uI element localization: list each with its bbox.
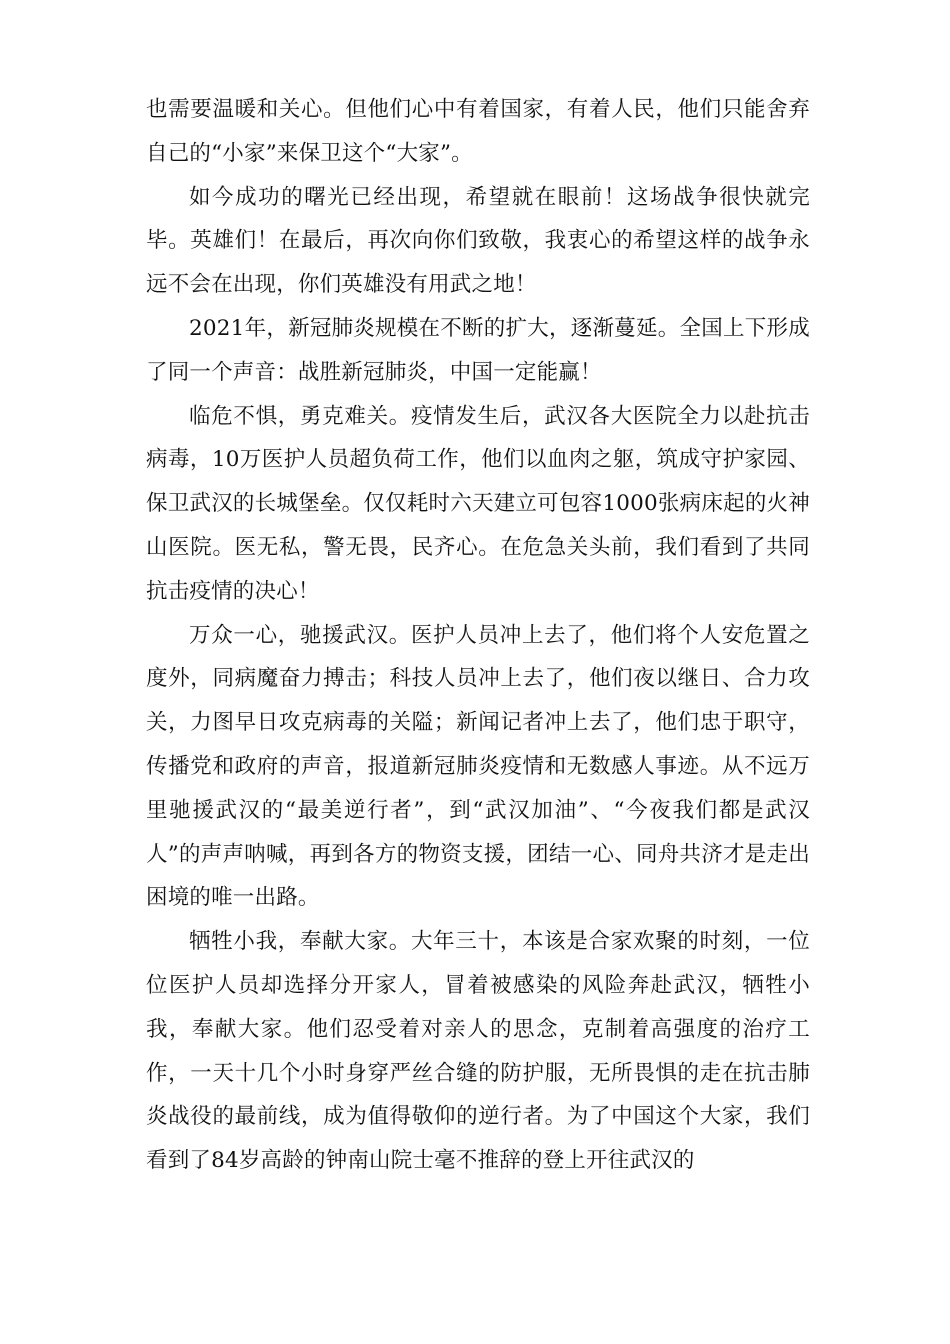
paragraph-6: 牺牲小我，奉献大家。大年三十，本该是合家欢聚的时刻，一位位医护人员却选择分开家人，冒着被感染的风险奔赴武汉，牺牲小我，奉献大家。他们忍受着对亲人的思念，克制着高强度的治疗工作，一天十几个小时身穿严丝合缝的防护服，无所畏惧的走在抗击肺炎战役的最前线，成为值得敬仰的逆行者。为了中国这个大家，我们看到了84岁高龄的钟南山院士毫不推辞的登上开往武汉的 <box>146 929 810 1174</box>
document-body <box>146 88 810 1183</box>
paragraph-4: 临危不惧，勇克难关。疫情发生后，武汉各大医院全力以赴抗击病毒，10万医护人员超负荷工作，他们以血肉之躯，筑成守护家园、保卫武汉的长城堡垒。仅仅耗时六天建立可包容1000张病床起的火神山医院。医无私，警无畏，民齐心。在危急关头前，我们看到了共同抗击疫情的决心！ <box>146 403 810 604</box>
paragraph-2: 如今成功的曙光已经出现，希望就在眼前！这场战争很快就完毕。英雄们！在最后，再次向你们致敬，我衷心的希望这样的战争永远不会在出现，你们英雄没有用武之地！ <box>146 184 810 298</box>
paragraph-1: 也需要温暖和关心。但他们心中有着国家，有着人民，他们只能舍弃自己的“小家”来保卫这个“大家”。 <box>146 97 810 166</box>
paragraph-3: 2021年，新冠肺炎规模在不断的扩大，逐渐蔓延。全国上下形成了同一个声音：战胜新冠肺炎，中国一定能赢！ <box>146 315 810 385</box>
paragraph-5: 万众一心，驰援武汉。医护人员冲上去了，他们将个人安危置之度外，同病魔奋力搏击；科技人员冲上去了，他们夜以继日、合力攻关，力图早日攻克病毒的关隘；新闻记者冲上去了，他们忠于职守，传播党和政府的声音，报道新冠肺炎疫情和无数感人事迹。从不远万里驰援武汉的“最美逆行者”，到“武汉加油”、“今夜我们都是武汉人”的声声呐喊，再到各方的物资支援，团结一心、同舟共济才是走出困境的唯一出路。 <box>146 622 810 911</box>
